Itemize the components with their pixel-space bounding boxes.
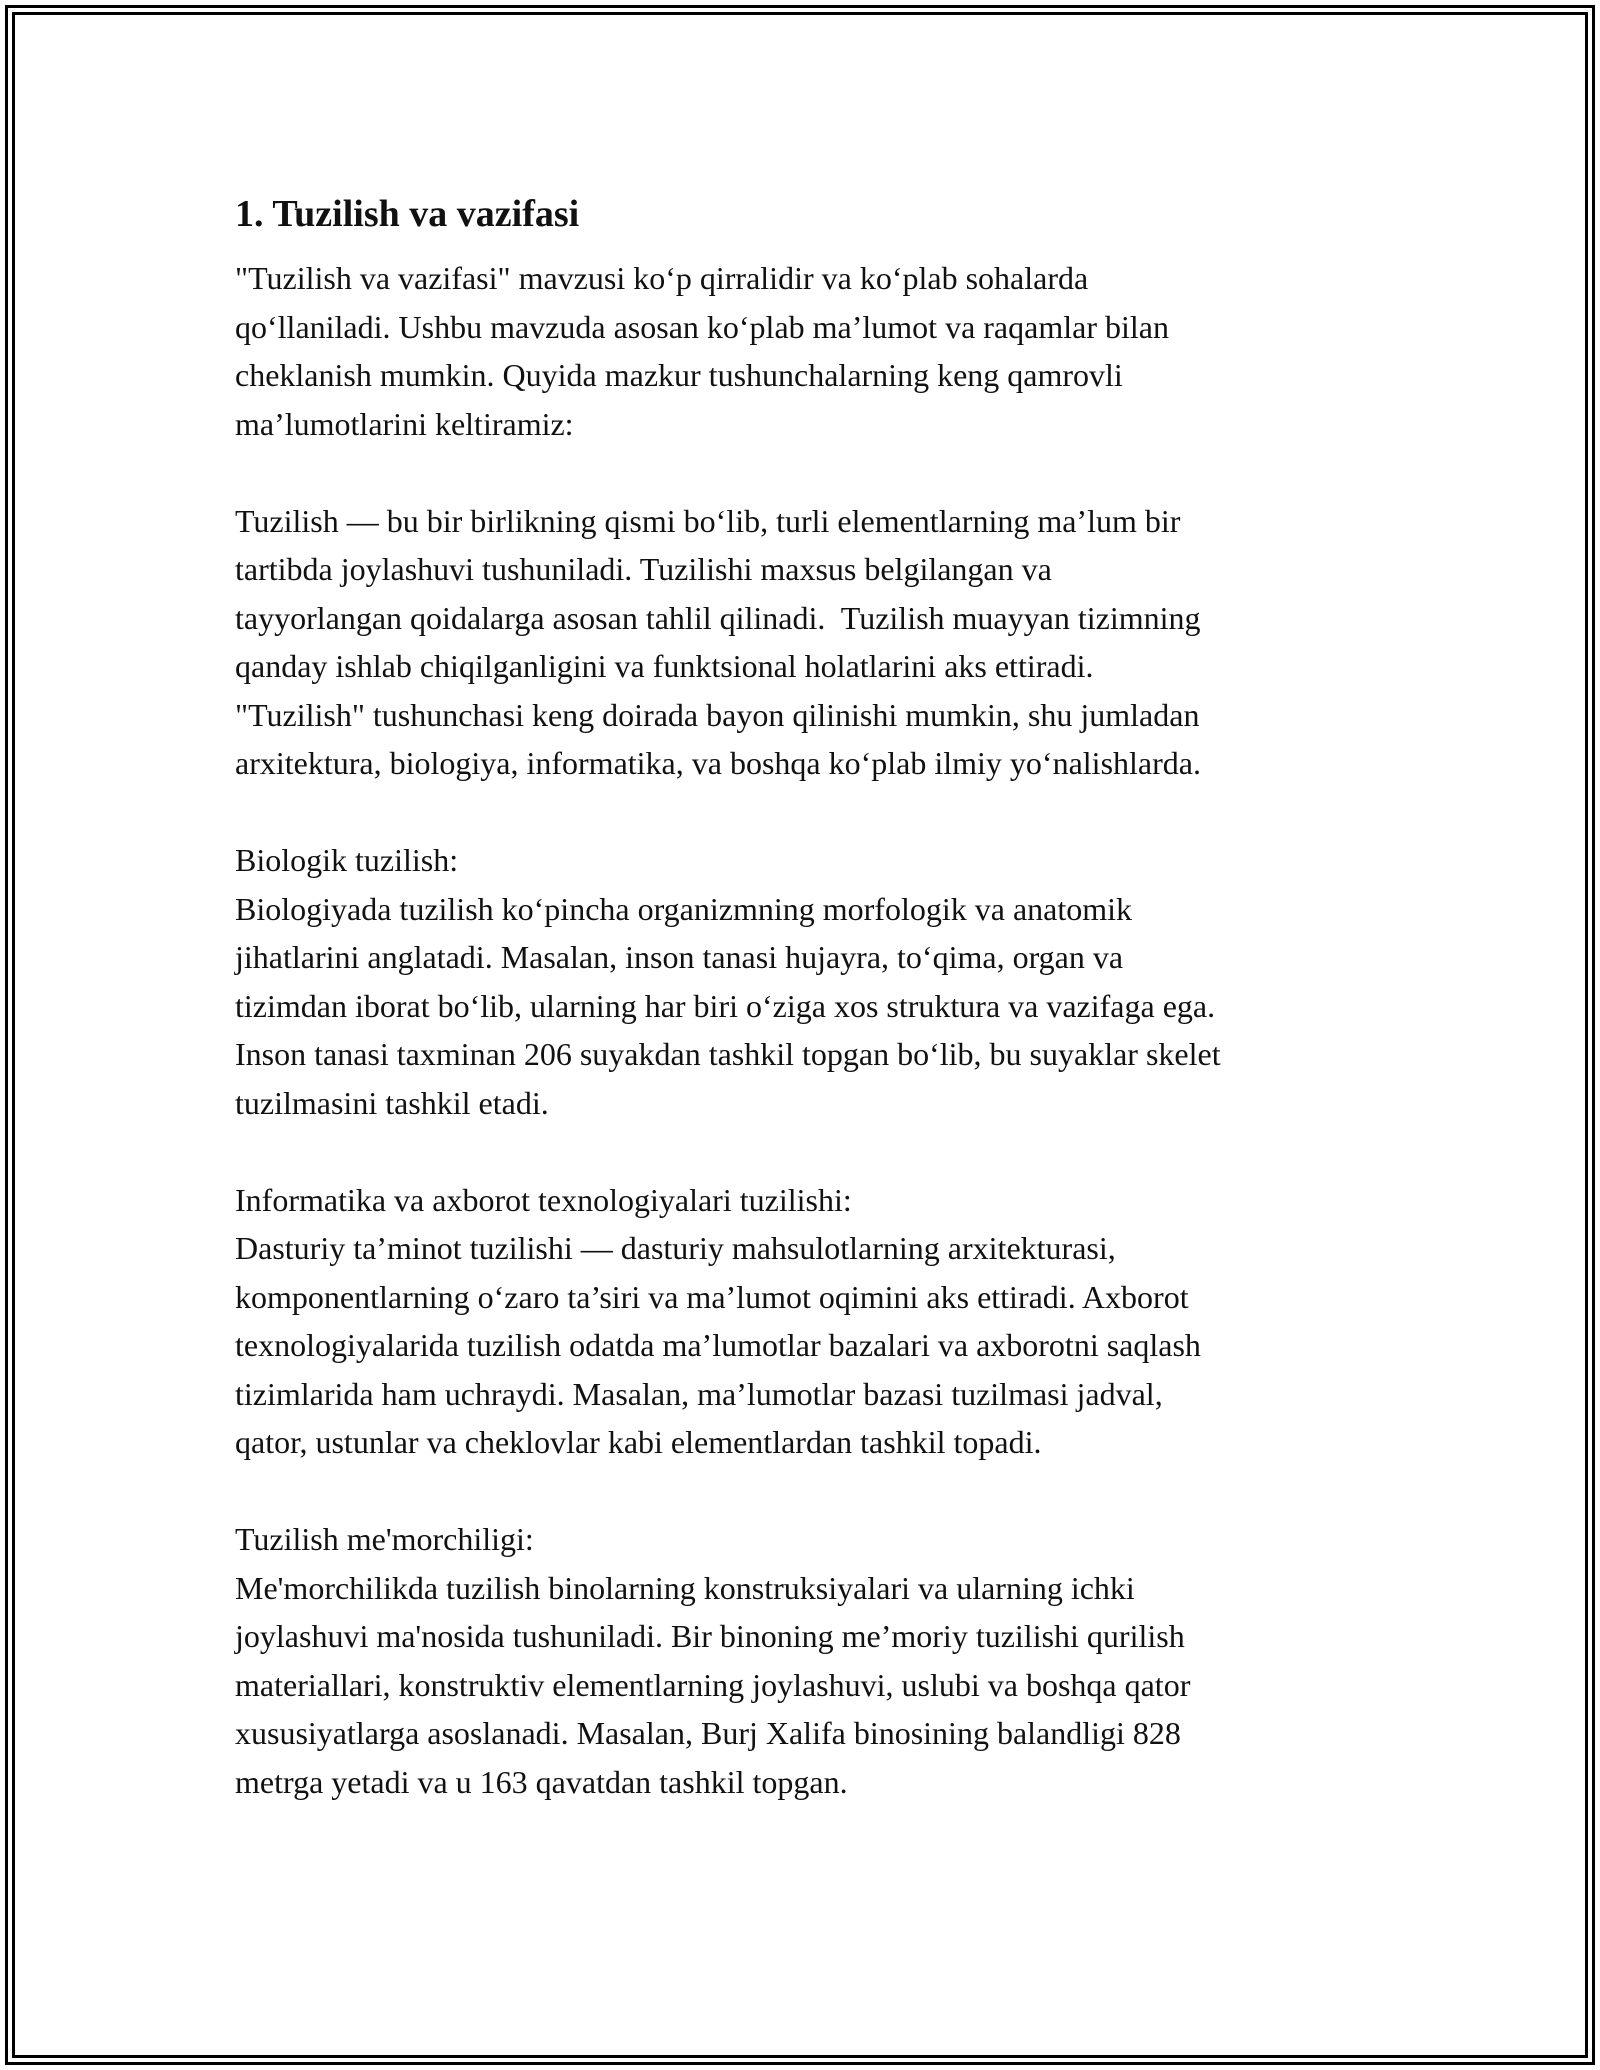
informatics-paragraph: Dasturiy ta’minot tuzilishi — dasturiy mahsulotlarning arxitekturasi, komponentlarning o‘zaro ta’siri va ma’lumot oqimini aks ettiradi. Axborot texnologiyalarida tuzilish odatda ma’lumotlar bazalari va axborotni saqlash tizimlarida ham uchraydi. Masalan, ma’lumotlar bazasi tuzilmasi jadval, qator, ustunlar va cheklovlar kabi elementlardan tashkil topadi.	[235, 1230, 1201, 1460]
architecture-paragraph: Me'morchilikda tuzilish binolarning konstruksiyalari va ularning ichki joylashuvi ma'nosida tushuniladi. Bir binoning me’moriy tuzilishi qurilish materiallari, konstruktiv elementlarning joylashuvi, uslubi va boshqa qator xususiyatlarga asoslanadi. Masalan, Burj Xalifa binosining balandligi 828 metrga yetadi va u 163 qavatdan tashkil topgan.	[235, 1569, 1191, 1800]
section-heading: 1. Tuzilish va vazifasi	[235, 193, 580, 235]
architecture-subheading: Tuzilish me'morchiligi:	[235, 1521, 534, 1557]
intro-paragraph: "Tuzilish va vazifasi" mavzusi ko‘p qirralidir va ko‘plab sohalarda qo‘llaniladi. Ushbu mavzuda asosan ko‘plab ma’lumot va raqamlar bilan cheklanish mumkin. Quyida mazkur tushunchalarning keng qamrovli ma’lumotlarini keltiramiz:	[235, 260, 1169, 442]
biology-paragraph: Biologiyada tuzilish ko‘pincha organizmning morfologik va anatomik jihatlarini anglatadi. Masalan, inson tanasi hujayra, to‘qima, organ va tizimdan iborat bo‘lib, ularning har biri o‘ziga xos struktura va vazifaga ega. Inson tanasi taxminan 206 suyakdan tashkil topgan bo‘lib, bu suyaklar skelet tuzilmasini tashkil etadi.	[235, 890, 1221, 1121]
document-body	[235, 188, 1385, 1806]
paragraph-gap	[235, 1127, 1385, 1176]
tuzilish-definition-paragraph: Tuzilish — bu bir birlikning qismi bo‘lib, turli elementlarning ma’lum bir tartibda joylashuvi tushuniladi. Tuzilishi maxsus belgilangan va tayyorlangan qoidalarga asosan tahlil qilinadi. Tuzilish muayyan tizimning qanday ishlab chiqilganligini va funktsional holatlarini aks ettiradi. "Tuzilish" tushunchasi keng doirada bayon qilinishi mumkin, shu jumladan arxitektura, biologiya, informatika, va boshqa ko‘plab ilmiy yo‘nalishlarda.	[235, 502, 1201, 781]
paragraph-gap	[235, 788, 1385, 837]
paragraph-gap	[235, 448, 1385, 497]
biology-subheading: Biologik tuzilish:	[235, 842, 459, 878]
paragraph-gap	[235, 1467, 1385, 1516]
informatics-subheading: Informatika va axborot texnologiyalari tuzilishi:	[235, 1181, 852, 1218]
